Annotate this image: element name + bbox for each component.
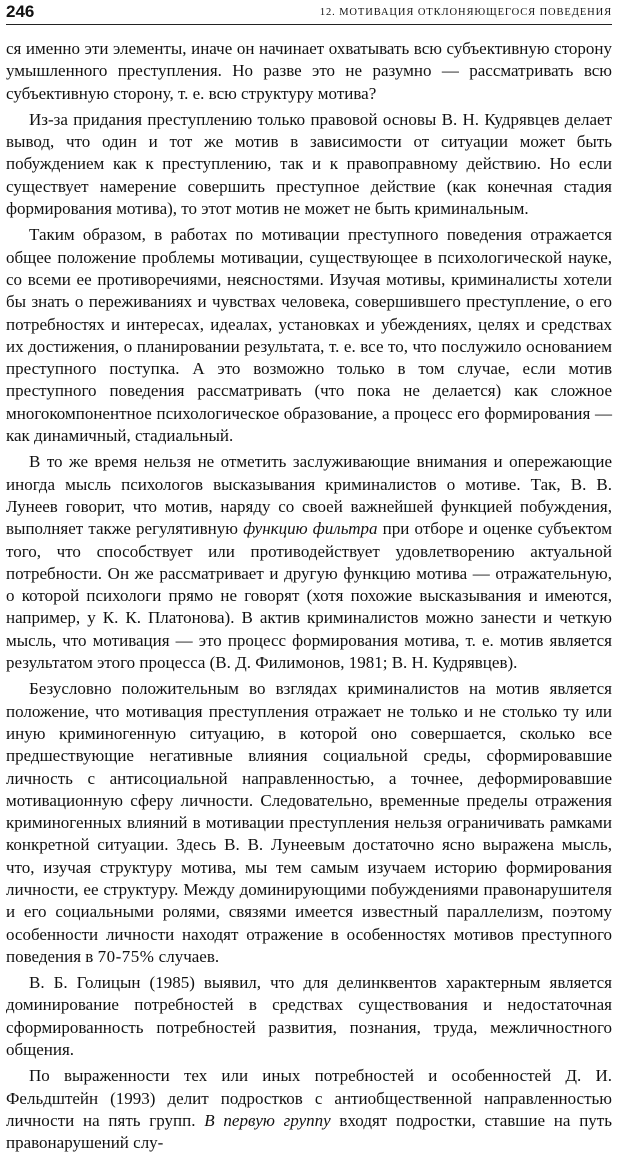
- paragraph-1: ся именно эти элементы, иначе он начинает охватывать всю субъективную сторону умышленного преступления. Но разве это не разумно — рассматривать всю субъективную сторону, т. е. всю структуру мотива?: [6, 39, 612, 103]
- paragraph-3: Таким образом, в работах по мотивации преступного поведения отражается общее положение проблемы мотивации, существующее в психологической науке, со всеми ее противоречиями, неясностями. Изучая мотивы, криминалисты хотели бы знать о переживаниях и чувствах человека, совершившего преступление, о его потребностях и интересах, идеалах, установках и убеждениях, целях и средствах их достижения, о планировании результата, т. е. все то, что послужило основанием преступного поступка. А это возможно только в том случае, если мотив преступного поведения рассматривать (что пока не делается) как сложное многокомпонентное психологическое образование, а процесс его формирования — как динамичный, стадиальный.: [6, 225, 612, 446]
- paragraph-6: В. Б. Голицын (1985) выявил, что для делинквентов характерным является доминирование потребностей в средствах существования и недостаточная сформированность потребностей развития, познания, труда, межличностного общения.: [6, 973, 612, 1060]
- paragraph-7-emphasis: В первую группу: [204, 1110, 331, 1130]
- running-head: 12. МОТИВАЦИЯ ОТКЛОНЯЮЩЕГОСЯ ПОВЕДЕНИЯ: [319, 7, 612, 18]
- paragraph-4-emphasis: функцию фильтра: [243, 519, 378, 539]
- paragraph-7: [6, 1065, 612, 1154]
- paragraph-7-text-a: По выраженности тех или иных потребностей и особенностей Д. И. Фельдштейн (1993) делит подростков с антиобщественной направленностью личности на пять групп.: [6, 1066, 612, 1130]
- page-header: [6, 2, 612, 25]
- paragraph-5-text-b: случаев.: [154, 946, 220, 966]
- page-number: 246: [6, 2, 35, 21]
- paragraph-7-text-b: входят подростки, ставшие на путь правонарушений слу-: [6, 1110, 612, 1153]
- paragraph-4-text-a: В то же время нельзя не отметить заслуживающие внимания и опережающие иногда мысль психологов высказывания криминалистов о мотиве. Так, В. В. Лунеев говорит, что мотив, наряду со своей важнейшей функцией побуждения, выполняет также регулятивную: [6, 452, 612, 539]
- paragraph-2: Из-за придания преступлению только правовой основы В. Н. Кудрявцев делает вывод, что один и тот же мотив в зависимости от ситуации может быть побуждением как к преступлению, так и к правоправному действию. Но если существует намерение совершить преступное действие (как конечная стадия формирования мотива), то этот мотив не может не быть криминальным.: [6, 109, 612, 219]
- paragraph-5-text-a: Безусловно положительным во взглядах криминалистов на мотив является положение, что мотивация преступления отражает не только и не столько ту или иную криминогенную ситуацию, в которой оно совершается, сколько все предшествующие негативные влияния социальной среды, сформировавшие личность с антисоциальной направленностью, а точнее, деформировавшие мотивационную сферу личности. Следовательно, временные пределы отражения криминогенных влияний в мотивации преступления нельзя ограничивать рамками конкретной ситуации. Здесь В. В. Лунеевым достаточно ясно выражена мысль, что, изучая структуру мотива, мы тем самым изучаем историю формирования личности, ее структуру. Между доминирующими побуждениями правонарушителя и его социальными ролями, связями имеется известный параллелизм, поэтому особенности личности находят отражение в особенностях мотивов преступного поведения в: [6, 679, 612, 966]
- paragraph-5-percent: 70-75%: [97, 946, 155, 966]
- paragraph-5: [6, 678, 612, 968]
- paragraph-4: [6, 451, 612, 674]
- paragraph-4-text-b: при отборе и оценке субъектом того, что способствует или противодействует удовлетворению актуальной потребности. Он же рассматривает и другую функцию мотива — отражательную, о которой психологи прямо не говорят (хотя похожие высказывания и имеются, например, у К. К. Платонова). В актив криминалистов можно занести и четкую мысль, что мотивация — это процесс формирования мотива, т. е. мотив является результатом этого процесса (В. Д. Филимонов, 1981; В. Н. Кудрявцев).: [6, 519, 612, 673]
- body-text: [6, 38, 612, 1159]
